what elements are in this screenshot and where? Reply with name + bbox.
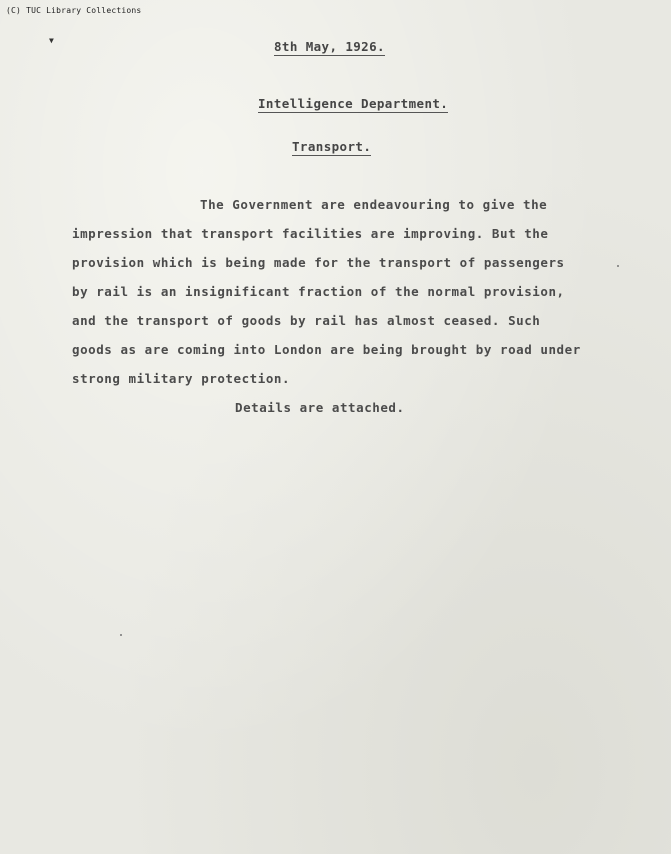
- subject-heading: [292, 139, 371, 154]
- copyright-watermark: (C) TUC Library Collections: [6, 6, 142, 15]
- body-line: goods as are coming into London are being brought by road under: [72, 342, 581, 357]
- document-date: [274, 39, 385, 54]
- margin-mark: ▼: [49, 36, 54, 45]
- document-date-text: 8th May, 1926.: [274, 39, 385, 54]
- body-line: The Government are endeavouring to give the: [200, 197, 548, 212]
- body-line: and the transport of goods by rail has almost ceased. Such: [72, 313, 541, 328]
- body-line: provision which is being made for the transport of passengers: [72, 255, 565, 270]
- paper-speck: [120, 634, 122, 636]
- body-line: impression that transport facilities are improving. But the: [72, 226, 549, 241]
- department-heading: [258, 96, 448, 111]
- body-line: strong military protection.: [72, 371, 291, 386]
- subject-heading-text: Transport.: [292, 139, 372, 154]
- department-heading-text: Intelligence Department.: [258, 96, 449, 111]
- body-line: by rail is an insignificant fraction of the normal provision,: [72, 284, 565, 299]
- closing-line: Details are attached.: [235, 400, 405, 415]
- paper-speck: [617, 265, 619, 267]
